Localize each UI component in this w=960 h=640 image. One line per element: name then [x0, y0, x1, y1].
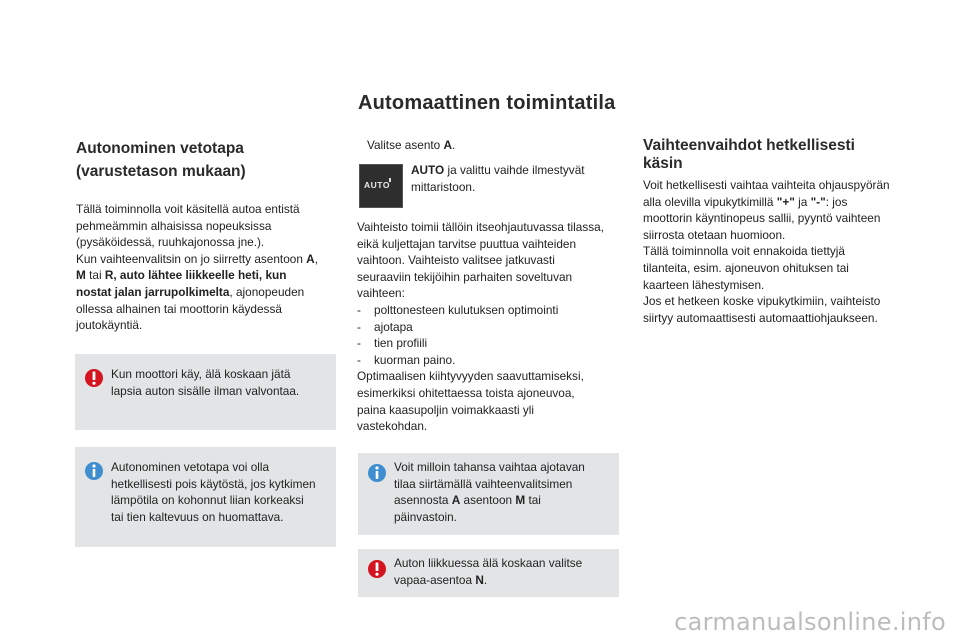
left-para-line: Tällä toiminnolla voit käsitellä autoa entistä	[76, 202, 300, 216]
warning-icon	[368, 559, 386, 579]
right-heading-line1: Vaihteenvaihdot hetkellisesti	[643, 137, 855, 154]
middle-warning-box	[358, 549, 619, 597]
middle-paragraph: Vaihteisto toimii tällöin itseohjautuvassa tilassa, eikä kuljettajan tarvitse puuttua vaihteiden vaihtoon. Vaihteisto valitsee jatkuvasti seuraaviin tekijöihin parhaiten soveltuvan vaihteen: - polttonesteen kulutuksen optimointi - ajotapa - tien profiili - kuorman paino. Optimaalisen kiihtyvyyden saavuttamiseksi, esimerkiksi ohitettaessa toista ajoneuvoa, paina kaasupoljin voimakkaasti yli vastekohdan.	[357, 219, 622, 435]
left-bold-line-2: nostat jalan jarrupolkimelta, ajonopeuden	[76, 284, 305, 299]
left-heading	[76, 138, 246, 182]
left-heading-line1: Autonominen vetotapa	[76, 140, 244, 157]
middle-info-box	[358, 453, 619, 535]
watermark: carmanualsonline.info	[674, 608, 946, 636]
right-paragraph: Voit hetkellisesti vaihtaa vaihteita ohjauspyörän alla olevilla vipukytkimillä "+" ja "-": jos moottorin käyntinopeus sallii, pyyntö vaihteen siirrosta otetaan huomioon. Tällä toiminnolla voit ennakoida tiettyjä tilanteita, esim. ajoneuvon ohituksen tai kaarteen lähestymisen. Jos et hetkeen koske vipukytkimiin, vaihteisto siirtyy automaattisesti automaattiohjaukseen.	[643, 178, 890, 325]
select-position-instruction: Valitse asento A.	[367, 138, 456, 152]
list-item: - ajotapa	[357, 319, 413, 334]
left-select-line: Kun vaihteenvalitsin on jo siirretty asentoon A,	[76, 251, 318, 266]
right-heading-line2: käsin	[643, 155, 683, 172]
left-info-box	[75, 447, 336, 547]
instrument-cluster-auto-image	[359, 164, 403, 208]
middle-info-text: Voit milloin tahansa vaihtaa ajotavan tilaa siirtämällä vaihteenvalitsimen asennosta A asentoon M tai päinvastoin.	[394, 460, 585, 524]
info-icon	[85, 461, 103, 481]
gear-indicator-icon	[389, 178, 397, 182]
left-heading-line2: (varustetason mukaan)	[76, 163, 246, 180]
left-paragraph	[76, 201, 346, 334]
left-para-line: joutokäyntiä.	[76, 318, 143, 333]
right-heading	[643, 137, 855, 173]
left-info-text: Autonominen vetotapa voi olla hetkellisesti pois käytöstä, jos kytkimen lämpötila on kohonnut liian korkeaksi tai tien kaltevuus on huomattava.	[111, 460, 316, 524]
page-title: Automaattinen toimintatila	[358, 92, 616, 114]
middle-warning-text: Auton liikkuessa älä koskaan valitse vapaa-asentoa N.	[394, 556, 583, 587]
left-bold-line: M tai R, auto lähtee liikkeelle heti, kun	[76, 268, 287, 283]
auto-description: AUTO ja valittu vaihde ilmestyvät mittaristoon.	[411, 163, 585, 194]
left-warning-text: Kun moottori käy, älä koskaan jätä lapsia auton sisälle ilman valvontaa.	[111, 367, 300, 398]
list-item: - polttonesteen kulutuksen optimointi	[357, 302, 559, 317]
left-para-line: (pysäköidessä, ruuhkajonossa jne.).	[76, 235, 265, 250]
auto-display-label: AUTO	[364, 180, 390, 190]
list-item: - kuorman paino.	[357, 352, 456, 367]
info-icon	[368, 463, 386, 483]
left-warning-box	[75, 354, 336, 430]
warning-icon	[85, 368, 103, 388]
list-item: - tien profiili	[357, 336, 428, 351]
left-para-line: ollessa alhainen tai moottorin käydessä	[76, 301, 282, 316]
left-para-line: pehmeämmin alhaisissa nopeuksissa	[76, 218, 272, 233]
